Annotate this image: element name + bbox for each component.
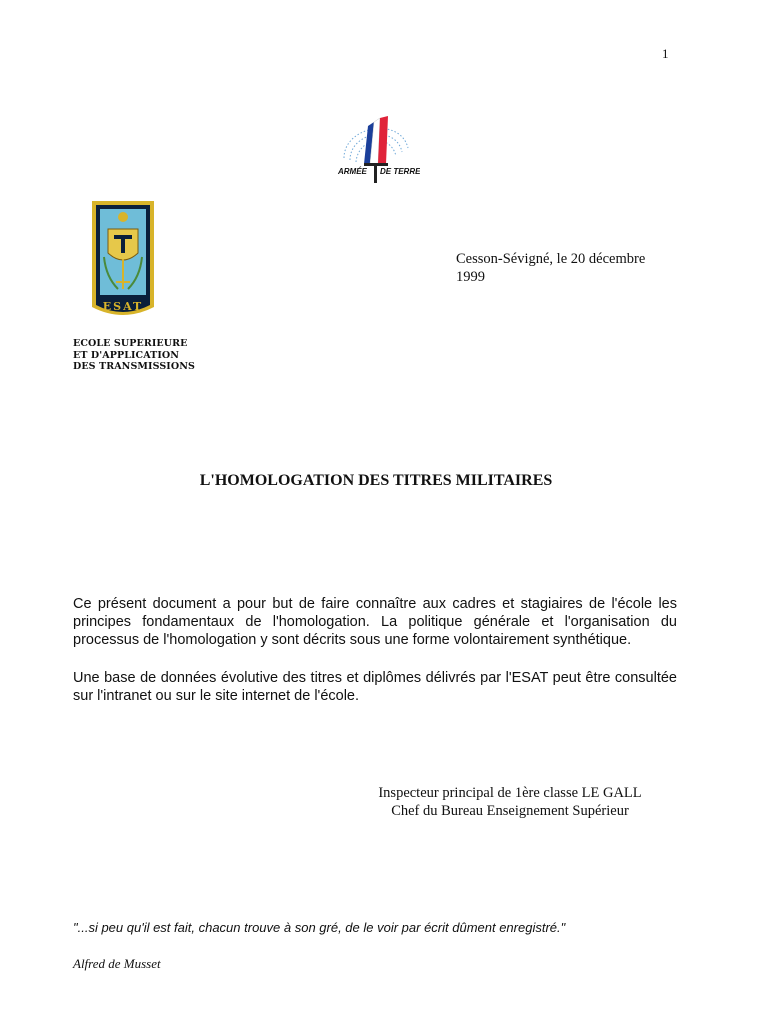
signature-name: Inspecteur principal de 1ère classe LE GALL bbox=[378, 785, 642, 801]
svg-text:ARMÉE: ARMÉE bbox=[338, 167, 367, 176]
school-name-line: ET D'APPLICATION bbox=[73, 349, 180, 361]
school-name-line: DES TRANSMISSIONS bbox=[73, 361, 195, 372]
signature-block bbox=[330, 784, 690, 820]
body-paragraph-2: Une base de données évolutive des titres et diplômes délivrés par l'ESAT peut être consultée sur l'intranet ou sur le site internet de l'école. bbox=[73, 670, 677, 704]
svg-text:ESAT: ESAT bbox=[102, 300, 144, 313]
signature-role: Chef du Bureau Enseignement Supérieur bbox=[391, 803, 629, 819]
date-place bbox=[456, 251, 676, 286]
document-title: L'HOMOLOGATION DES TITRES MILITAIRES bbox=[199, 472, 553, 489]
body-paragraph-1: Ce présent document a pour but de faire connaître aux cadres et stagiaires de l'école les principes fondamentaux de l'homologation. La politique générale et l'organisation du processus de l'homologation y sont décrits sous une forme volontairement synthétique. bbox=[73, 596, 677, 648]
school-name-line: ECOLE SUPERIEURE bbox=[73, 338, 188, 349]
quote-text: "...si peu qu'il est fait, chacun trouve à son gré, de le voir par écrit dûment enregistré." bbox=[73, 920, 566, 935]
date-line-1: Cesson-Sévigné, le 20 décembre bbox=[456, 251, 646, 267]
armee-de-terre-logo bbox=[330, 108, 420, 188]
date-line-2: 1999 bbox=[456, 268, 485, 285]
quote-author: Alfred de Musset bbox=[73, 956, 161, 971]
page-number: 1 bbox=[662, 46, 669, 61]
esat-badge bbox=[88, 197, 158, 323]
school-name bbox=[73, 338, 195, 373]
svg-text:DE TERRE: DE TERRE bbox=[380, 167, 420, 176]
